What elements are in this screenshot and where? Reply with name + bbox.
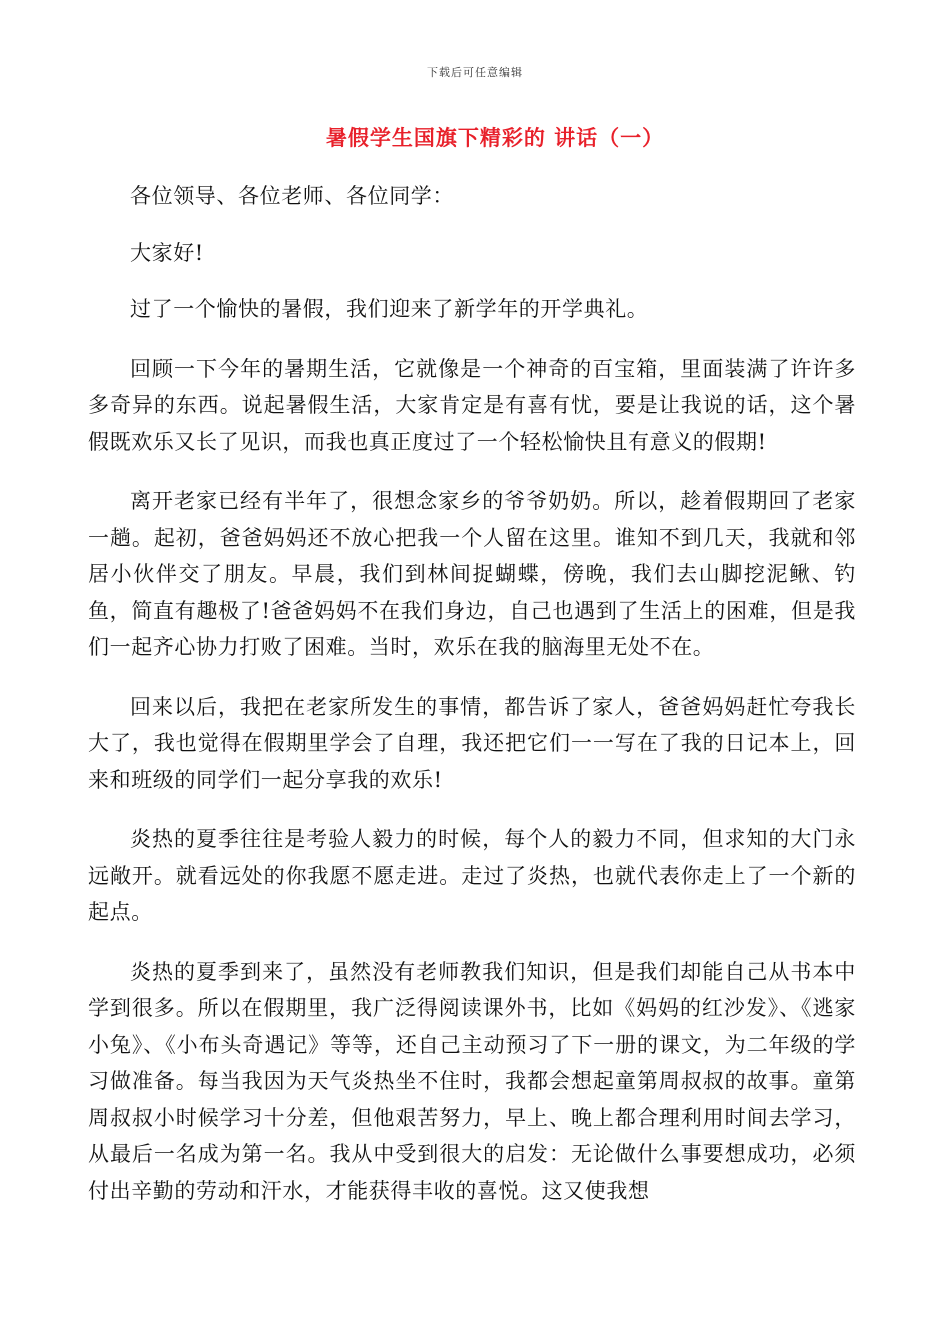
document-title: 暑假学生国旗下精彩的 讲话（一） — [325, 125, 665, 150]
paragraph: 离开老家已经有半年了，很想念家乡的爷爷奶奶。所以，趁着假期回了老家一趟。起初，爸爸妈妈还不放心把我一个人留在这里。谁知不到几天，我就和邻居小伙伴交了朋友。早晨，我们到林间捉蝴蝶，傍晚，我们去山脚挖泥鳅、钓鱼，简直有趣极了!爸爸妈妈不在我们身边，自己也遇到了生活上的困难，但是我们一起齐心协力打败了困难。当时，欢乐在我的脑海里无处不在。 — [88, 489, 856, 659]
paragraph: 炎热的夏季往往是考验人毅力的时候，每个人的毅力不同，但求知的大门永远敞开。就看远处的你我愿不愿走进。走过了炎热，也就代表你走上了一个新的起点。 — [88, 827, 856, 924]
document-body — [88, 178, 856, 1232]
paragraph: 回顾一下今年的暑期生活，它就像是一个神奇的百宝箱，里面装满了许许多多奇异的东西。说起暑假生活，大家肯定是有喜有忧，要是让我说的话，这个暑假既欢乐又长了见识，而我也真正度过了一个轻松愉快且有意义的假期! — [88, 356, 856, 454]
header-note: 下载后可任意编辑 — [427, 66, 523, 79]
paragraph-greeting: 大家好! — [130, 240, 204, 265]
paragraph: 过了一个愉快的暑假，我们迎来了新学年的开学典礼。 — [130, 297, 649, 321]
paragraph: 回来以后，我把在老家所发生的事情，都告诉了家人，爸爸妈妈赶忙夸我长大了，我也觉得在假期里学会了自理，我还把它们一一写在了我的日记本上，回来和班级的同学们一起分享我的欢乐! — [88, 694, 856, 792]
paragraph-salutation: 各位领导、各位老师、各位同学： — [130, 184, 454, 208]
paragraph: 炎热的夏季到来了，虽然没有老师教我们知识，但是我们却能自己从书本中学到很多。所以在假期里，我广泛得阅读课外书，比如《妈妈的红沙发》、《逃家小兔》、《小布头奇遇记》等等，还自己主动预习了下一册的课文，为二年级的学习做准备。每当我因为天气炎热坐不住时，我都会想起童第周叔叔的故事。童第周叔叔小时候学习十分差，但他艰苦努力，早上、晚上都合理利用时间去学习，从最后一名成为第一名。我从中受到很大的启发：无论做什么事要想成功，必须付出辛勤的劳动和汗水，才能获得丰收的喜悦。这又使我想 — [88, 959, 856, 1203]
